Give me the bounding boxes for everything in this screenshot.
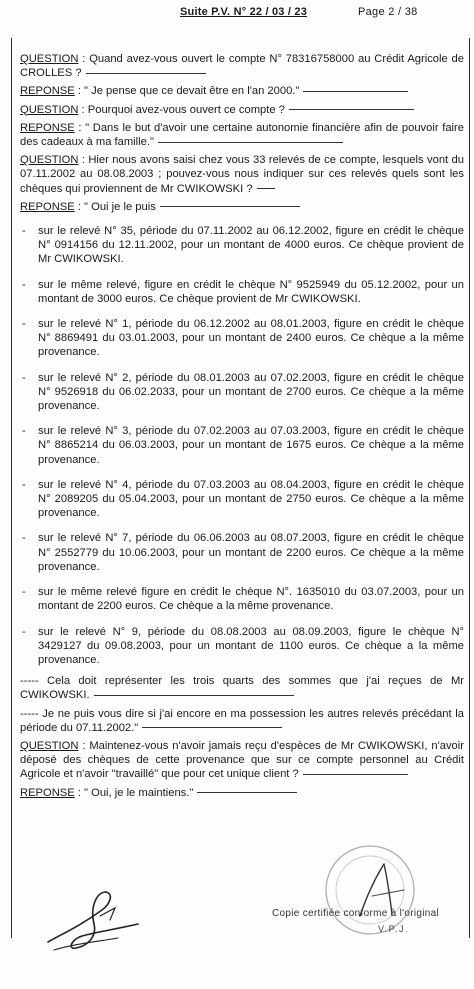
certified-copy-text: Copie certifiée conforme à l'original <box>272 908 439 919</box>
answer-label: REPONSE <box>20 85 75 98</box>
stamp-initials: V.P.J. <box>378 924 410 934</box>
answer-2 <box>20 121 464 149</box>
list-item: - sur le même relevé figure en crédit le chèque N°. 1635010 du 03.07.2003, pour un montant de 2200 euros. Ce chèque a la même provenance. <box>20 585 464 613</box>
answer-label: REPONSE <box>20 786 75 799</box>
answer-text: ----- Je ne puis vous dire si j'ai encore en ma possession les autres relevés précédant la période du 07.11.2002." <box>20 707 464 734</box>
question-3 <box>20 153 464 196</box>
question-text: : Pourquoi avez-vous ouvert ce compte ? <box>78 103 285 116</box>
list-item: - sur le relevé N° 4, période du 07.03.2003 au 08.04.2003, figure en crédit le chèque N° 2089205 du 05.04.2003, pour un montant de 2750 euros. Ce chèque a la même provenance. <box>20 478 464 521</box>
question-text: : Quand avez-vous ouvert le compte N° 78316758000 au Crédit Agricole de CROLLES ? <box>20 53 464 80</box>
list-item: - sur le même relevé, figure en crédit le chèque N° 9525949 du 05.12.2002, pour un montant de 3000 euros. Ce chèque provient de Mr CWIKOWSKI. <box>20 278 464 306</box>
list-item: - sur le relevé N° 9, période du 08.08.2003 au 08.09.2003, figure le chèque N° 3429127 du 09.08.2003, pour un montant de 1100 euros. Ce chèque a la même provenance. <box>20 625 464 668</box>
filler-line <box>257 188 275 189</box>
question-2 <box>20 103 464 117</box>
list-item: - sur le relevé N° 3, période du 07.02.2003 au 07.03.2003, figure en crédit le chèque N° 8865214 du 06.03.2003, pour un montant de 1675 euros. Ce chèque a la même provenance. <box>20 424 464 467</box>
filler-line <box>303 774 408 775</box>
question-text: : Maintenez-vous n'avoir jamais reçu d'espèces de Mr CWIKOWSKI, n'avoir déposé des chèques de cette provenance que sur ce compte personnel au Crédit Agricole et n'avoir "travaillé" que pour cet unique client ? <box>20 739 464 781</box>
question-text: : Hier nous avons saisi chez vous 33 relevés de ce compte, lesquels vont du 07.11.2002 au 08.08.2003 ; pouvez-vous nous indiquer sur ces relevés quels sont les chèques qui proviennent de Mr CWIKOWSKI ? <box>20 154 464 195</box>
filler-line <box>158 142 343 143</box>
answer-3-end <box>20 707 464 735</box>
answer-4 <box>20 786 464 800</box>
answer-text: : " Oui, je le maintiens." <box>74 786 194 799</box>
filler-line <box>197 792 297 793</box>
filler-line <box>86 73 206 74</box>
list-item: - sur le relevé N° 2, période du 08.01.2003 au 07.02.2003, figure en crédit le chèque N° 9526918 du 06.02.2033, pour un montant de 2700 euros. Ce chèque a la même provenance. <box>20 371 464 414</box>
filler-line <box>94 695 294 696</box>
answer-text: ----- Cela doit représenter les trois quarts des sommes que j'ai reçues de Mr CWIKOWSKI. <box>20 675 464 702</box>
cheque-list <box>20 224 464 667</box>
question-label: QUESTION <box>20 103 79 116</box>
list-item: - sur le relevé N° 1, période du 06.12.2002 au 08.01.2003, figure en crédit le chèque N° 8869491 du 03.01.2003, pour un montant de 2400 euros. Ce chèque a la même provenance. <box>20 317 464 360</box>
page-number: Page 2 / 38 <box>358 6 418 18</box>
question-4 <box>20 739 464 782</box>
question-1 <box>20 52 464 80</box>
handwritten-signature <box>40 880 150 960</box>
question-label: QUESTION <box>20 53 79 65</box>
pv-reference: Suite P.V. N° 22 / 03 / 23 <box>180 6 308 18</box>
page-header <box>0 6 474 22</box>
answer-text: : " Je pense que ce devait être en l'an 2000." <box>74 85 300 98</box>
filler-line <box>289 109 414 110</box>
document-body <box>20 52 464 804</box>
question-label: QUESTION <box>20 154 79 167</box>
filler-line <box>160 206 300 207</box>
answer-text: : " Oui je le puis <box>74 200 156 213</box>
question-label: QUESTION <box>20 739 79 752</box>
list-item: - sur le relevé N° 7, période du 06.06.2003 au 08.07.2003, figure en crédit le chèque N° 2552779 du 10.06.2003, pour un montant de 2200 euros. Ce chèque a la même provenance. <box>20 531 464 574</box>
answer-label: REPONSE <box>20 121 75 134</box>
list-item: - sur le relevé N° 35, période du 07.11.2002 au 06.12.2002, figure en crédit le chèque N° 0914156 du 12.11.2002, pour un montant de 4000 euros. Ce chèque provient de Mr CWIKOWSKI. <box>20 224 464 267</box>
answer-text: : " Dans le but d'avoir une certaine autonomie financière afin de pouvoir faire des cadeaux à ma famille." <box>20 121 464 149</box>
answer-3-continued <box>20 674 464 702</box>
answer-label: REPONSE <box>20 200 75 213</box>
filler-line <box>142 727 282 728</box>
answer-1 <box>20 84 464 98</box>
answer-3-intro <box>20 200 464 214</box>
filler-line <box>303 91 408 92</box>
official-stamp <box>312 838 442 948</box>
